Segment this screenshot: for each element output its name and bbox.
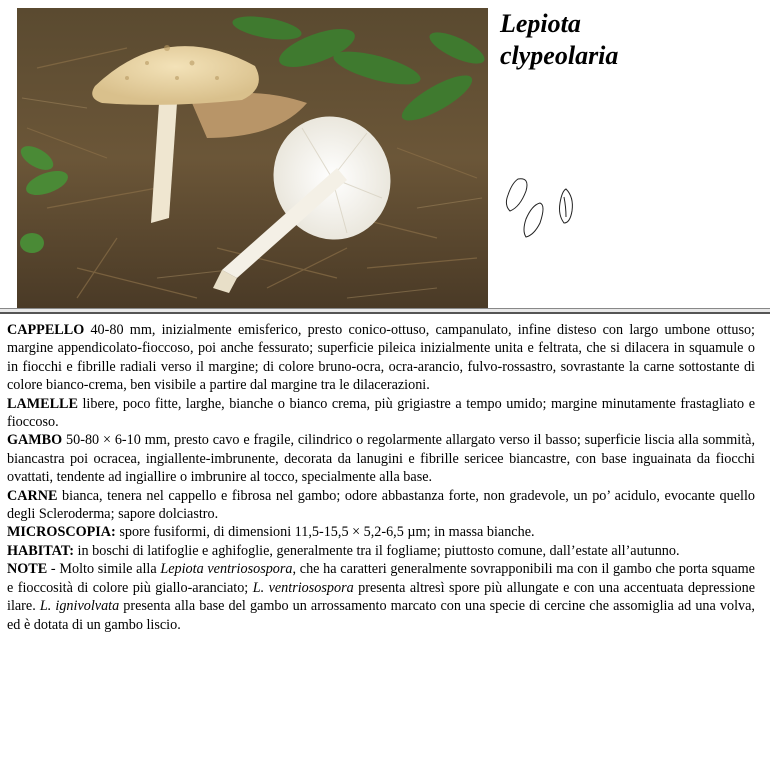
species-name: L. ignivolvata [39,598,120,615]
section-label: MICROSCOPIA: [7,524,116,541]
spore-drawing [500,175,590,245]
section-text: presenta alla base del gambo un arrossamento marcato con una specie di cercine che assomiglia ad una volva, ed è dotata di un gambo liscio. [7,598,755,633]
section-lamelle [7,395,755,432]
section-text: libere, poco fitte, larghe, bianche o bianco crema, più grigiastre a tempo umido; margine minutamente frastagliato e fioccoso. [7,395,755,431]
section-text: spore fusiformi, di dimensioni 11,5-15,5 × 5,2-6,5 µm; in massa bianche. [115,524,535,541]
section-label: NOTE [7,561,48,578]
section-text: in boschi di latifoglie e aghifoglie, generalmente tra il fogliame; piuttosto comune, dall’estate all’autunno. [74,542,680,559]
section-cappello [7,321,755,395]
species-name: L. ventriosospora [252,579,354,596]
section-habitat [7,542,755,560]
species-title-genus: Lepiota [500,9,581,38]
section-label: CAPPELLO [7,322,85,338]
mushroom-photo [17,8,488,308]
section-text: 40-80 mm, inizialmente emisferico, presto conico-ottuso, campanulato, infine disteso con largo umbone ottuso; margine appendicolato-fioccoso, poi anche fessurato; superficie pileica inizialmente unita e feltrata, che si dilacera in squamule o in fiocchi e fibrille radiali verso il margine; di colore bruno-ocra, ocra-arancio, fulvo-rossastro, sovrastante la carne sottostante di colore bianco-crema, ben visibile a partire dal margine tra le dilacerazioni. [7,322,755,394]
section-microscopia [7,523,755,541]
section-text: presenta altresì spore più allungate e con una accentuata depressione ilare. [7,579,756,615]
description [7,321,755,634]
species-title-epithet: clypeolaria [500,41,619,70]
section-text: 50-80 × 6-10 mm, presto cavo e fragile, cilindrico o regolarmente allargato verso il basso; superficie liscia alla sommità, biancastra poi ocracea, ingiallente-imbrunente, decorata da lanugini e fibrille sericee biancastre, con base inguainata da fiocchi ovattati, tendente ad ingiallire o imbrunire al tocco, specialmente alla base. [7,432,755,486]
section-divider [0,308,770,314]
section-note [7,560,755,634]
section-label: GAMBO [7,432,63,449]
section-label: LAMELLE [7,395,78,412]
section-carne [7,487,755,524]
section-text: , che ha caratteri generalmente sovrapponibili ma con il gambo che porta squame e fioccosità di colore più giallo-aranciato; [7,561,755,596]
section-gambo [7,431,755,486]
section-label: HABITAT: [7,542,74,559]
species-name: Lepiota ventriosospora [160,561,293,578]
section-label: CARNE [7,487,58,504]
species-title [500,8,760,72]
section-text: - Molto simile alla [47,561,161,578]
section-text: bianca, tenera nel cappello e fibrosa nel gambo; odore abbastanza forte, non gradevole, un po’ acidulo, evocante quello degli Scleroderma; sapore dolciastro. [7,487,755,523]
